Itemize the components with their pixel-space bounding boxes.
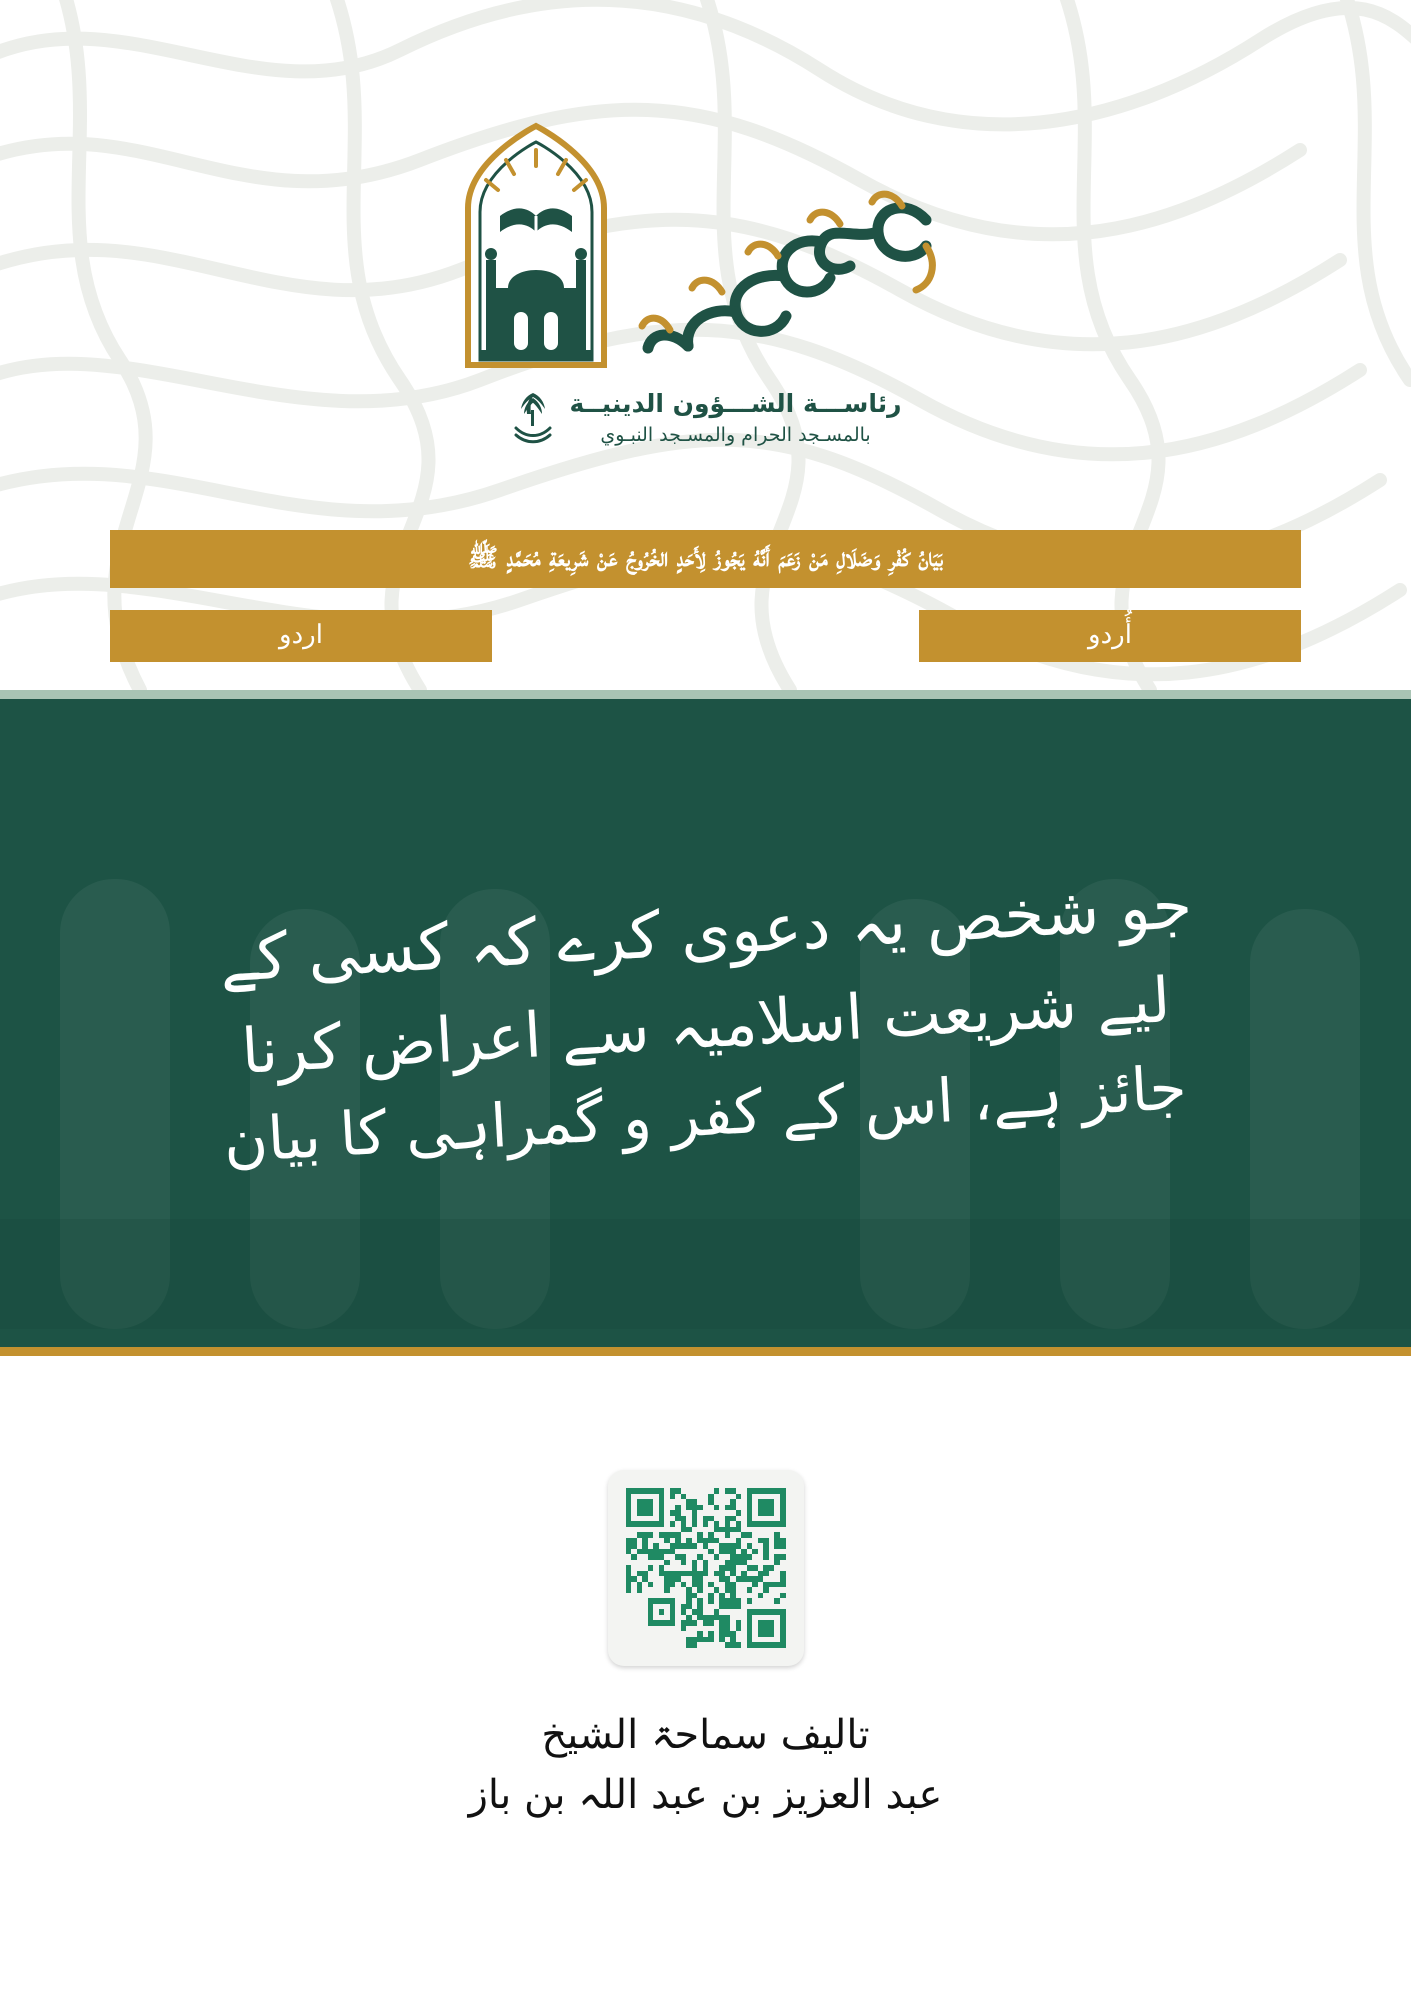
author-line-1: تالیف سماحۃ الشیخ bbox=[541, 1712, 870, 1758]
author-block bbox=[0, 1705, 1411, 1825]
banner-text bbox=[0, 699, 1411, 1347]
organization-name bbox=[510, 388, 902, 446]
pill-urdu[interactable]: اردو bbox=[110, 610, 492, 662]
org-line-2: بالمسـجد الحرام والمسـجد النبـوي bbox=[600, 423, 871, 446]
language-pill-row bbox=[110, 610, 1301, 662]
banner-line-3: جائز ہے، اس کے کفر و گمراہی کا بیان bbox=[222, 1053, 1189, 1178]
banner-line-1: جو شخص یہ دعوی کرے کہ کسی کے bbox=[217, 868, 1194, 997]
pill-urdu-arabic-script[interactable]: أُردو bbox=[919, 610, 1301, 662]
logo-block bbox=[0, 120, 1411, 446]
saudi-palm-swords-icon bbox=[510, 388, 556, 446]
org-line-1: رئاســـة الشـــؤون الدينيــة bbox=[569, 388, 902, 418]
mosque-emblem-icon bbox=[456, 120, 616, 370]
logo-row bbox=[456, 120, 956, 370]
author-line-2: عبد العزیز بن عبد اللہ بن باز bbox=[468, 1772, 943, 1818]
green-title-banner bbox=[0, 690, 1411, 1356]
haramain-wordmark-icon bbox=[626, 180, 956, 370]
qr-code[interactable] bbox=[608, 1470, 804, 1666]
arabic-title-bar: بَيَانُ كُفْرِ وَضَلَالِ مَنْ زَعَمَ أَنَّهُ يَجُوزُ لِأَحَدٍ الخُرُوجُ عَنْ شَرِيعَةِ مُحَمَّدٍ ﷺ bbox=[110, 530, 1301, 588]
banner-line-2: لیے شریعت اسلامیہ سے اعراض کرنا bbox=[239, 962, 1172, 1088]
qr-code-modules bbox=[626, 1488, 786, 1648]
